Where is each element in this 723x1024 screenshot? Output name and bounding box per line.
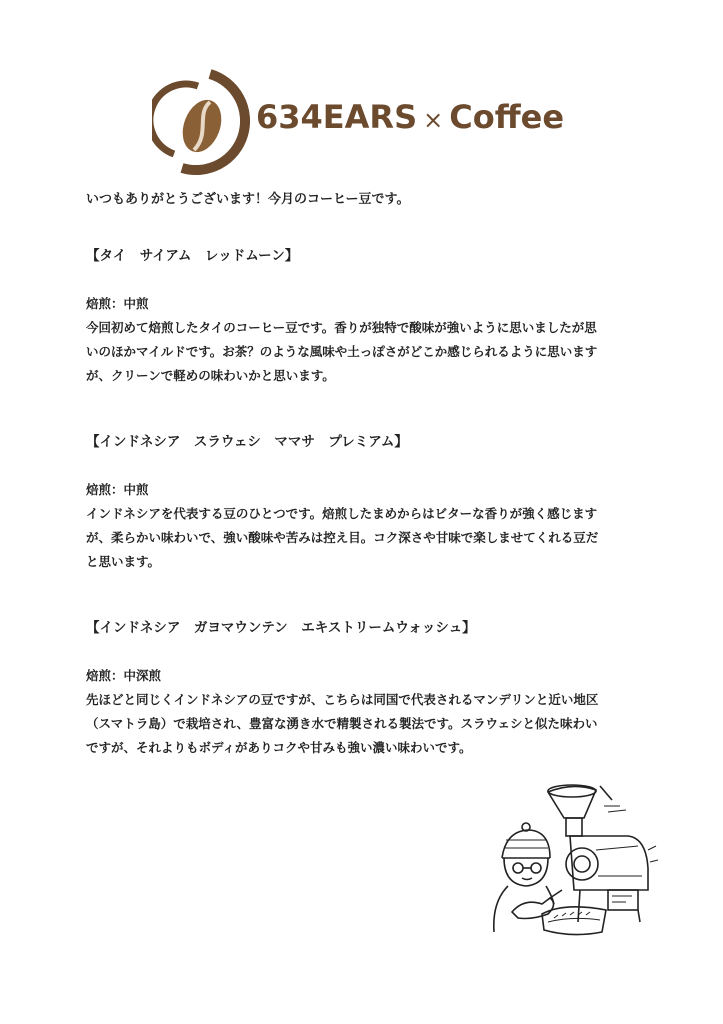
coffee-description-line: と思います。 [86, 554, 161, 569]
coffee-description-line: （スマトラ島）で栽培され、豊富な湧き水で精製される製法です。スラウェシと似た味わい [86, 716, 598, 731]
roast-level: 焙煎：中煎 [86, 296, 149, 311]
logo-product: Coffee [449, 98, 565, 136]
logo-separator: × [423, 106, 444, 134]
coffee-bean-logo-icon [152, 68, 252, 178]
logo [152, 68, 592, 178]
coffee-description-line: 今回初めて焙煎したタイのコーヒー豆です。香りが独特で酸味が強いように思いましたが思 [86, 320, 597, 335]
coffee-description-line: いのほかマイルドです。お茶？のような風味や土っぽさがどこか感じられるように思います [86, 344, 598, 359]
coffee-description-line: インドネシアを代表する豆のひとつです。焙煎したまめからはビターな香りが強く感じます [86, 506, 598, 521]
intro-text: いつもありがとうございます！今月のコーヒー豆です。 [86, 192, 410, 207]
roast-level: 焙煎：中煎 [86, 482, 149, 497]
coffee-title: 【タイ サイアム レッドムーン】 [86, 248, 299, 264]
roaster-illustration [488, 772, 668, 948]
coffee-description-line: が、柔らかい味わいで、強い酸味や苦みは控え目。コク深さや甘味で楽しませてくれる豆だ [86, 530, 599, 545]
roast-level: 焙煎：中深煎 [86, 668, 162, 683]
logo-text [256, 98, 564, 136]
coffee-title: 【インドネシア ガヨマウンテン エキストリームウォッシュ】 [86, 620, 476, 636]
coffee-roaster-drawing-icon [488, 772, 668, 948]
coffee-title: 【インドネシア スラウェシ ママサ プレミアム】 [86, 434, 408, 450]
document-body [86, 188, 646, 760]
coffee-description-line: 先ほどと同じくインドネシアの豆ですが、こちらは同国で代表されるマンデリンと近い地区 [86, 692, 599, 707]
logo-brand: 634EARS [256, 98, 418, 136]
coffee-description-line: ですが、それよりもボディがありコクや甘みも強い濃い味わいです。 [86, 740, 472, 755]
coffee-description-line: が、クリーンで軽めの味わいかと思います。 [86, 368, 335, 383]
